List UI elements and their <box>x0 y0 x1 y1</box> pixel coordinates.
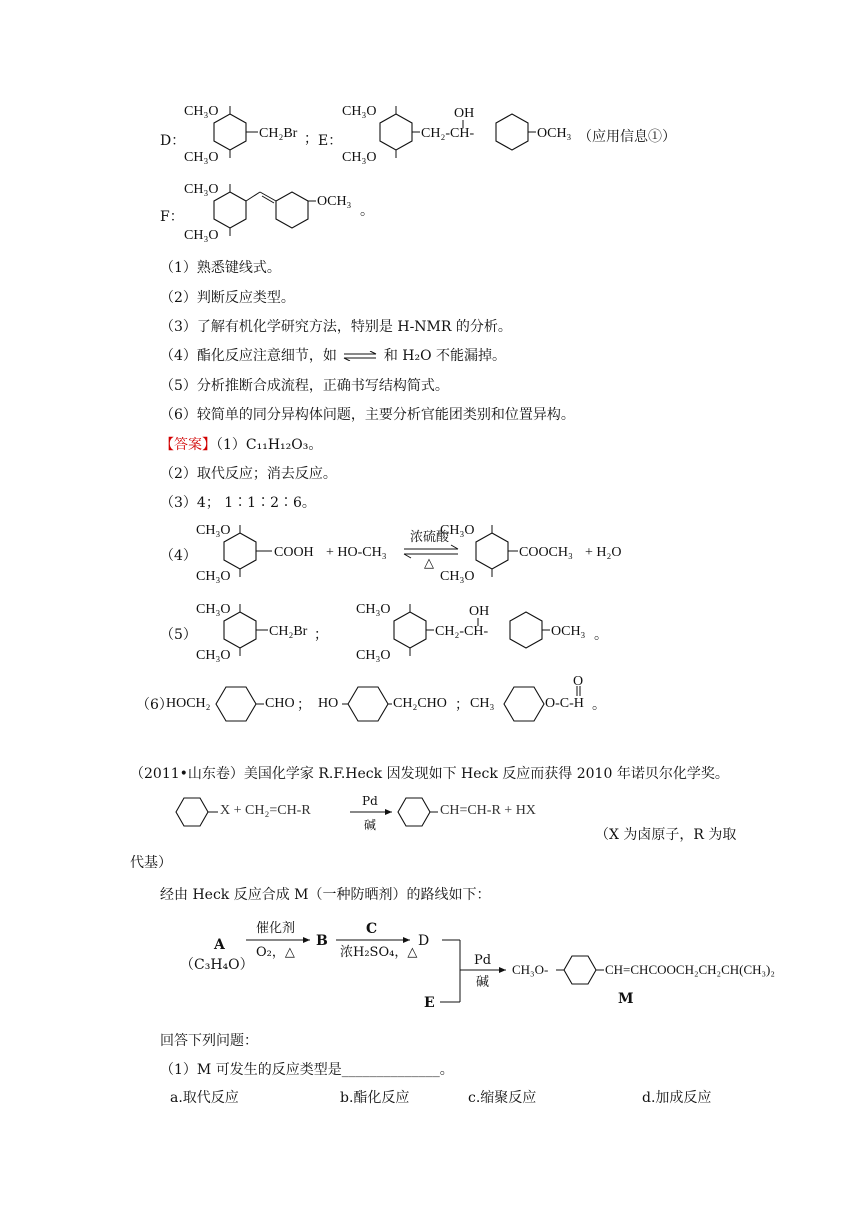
e-oh: OH <box>454 106 475 121</box>
point-2: （2）判断反应类型。 <box>160 290 295 306</box>
a5-ch2br: CH₂Br <box>269 624 308 639</box>
option-d: d.加成反应 <box>642 1090 712 1106</box>
benzene-ring-a4-2 <box>476 533 508 569</box>
heck-note-1: （X 为卤原子，R 为取 <box>595 827 737 843</box>
answer-prompt: 回答下列问题： <box>160 1033 258 1049</box>
question-intro: （2011•山东卷）美国化学家 R.F.Heck 因发现如下 Heck 反应而获得 2010 年诺贝尔化学奖。 <box>130 766 729 782</box>
a5-separator: ； <box>314 627 328 643</box>
a6-ch2cho: CH₂CHO <box>393 696 447 711</box>
answer-line-1 <box>160 436 322 454</box>
structure-f-row <box>0 178 860 248</box>
a4-cooch3: COOCH₃ <box>519 545 573 560</box>
answer-1: （1）C₁₁H₁₂O₃。 <box>216 437 323 453</box>
d-bottom-ch3o: CH₃O <box>184 150 219 165</box>
answer-4-row <box>0 519 860 589</box>
a6-ho: HO <box>318 696 339 711</box>
route-c-bottom: 浓H₂SO₄，△ <box>340 945 418 960</box>
e-och3: OCH₃ <box>537 126 572 141</box>
benzene-ring-d <box>214 114 246 150</box>
route-intro: 经由 Heck 反应合成 M（一种防晒剂）的路线如下： <box>160 887 491 903</box>
reversible-arrow-icon <box>343 351 377 361</box>
a4-right-bottom-ch3o: CH₃O <box>440 569 475 584</box>
benzene-ring-f1 <box>214 192 246 228</box>
e-ch2-ch: CH₂-CH- <box>421 126 475 141</box>
e-note: （应用信息①） <box>578 129 676 145</box>
route-m-chain: CH=CHCOOCH₂CH₂CH(CH₃)₂ <box>605 962 775 977</box>
point-4-text: （4）酯化反应注意细节，如 <box>160 348 337 364</box>
answer-3: （3）4； 1∶1∶2∶6。 <box>160 495 316 511</box>
e-bottom-ch3o: CH₃O <box>342 150 377 165</box>
a6-ester-tail: O-C-H <box>545 696 584 711</box>
heck-pd: Pd <box>362 794 378 808</box>
benzene-ring-e2 <box>496 114 528 150</box>
benzene-ring-a5-2 <box>394 612 426 648</box>
point-3: （3）了解有机化学研究方法，特别是 H-NMR 的分析。 <box>160 319 512 335</box>
a4-cooh: COOH <box>274 545 314 560</box>
benzene-ring-a6-2 <box>348 687 388 721</box>
route-pd: Pd <box>474 953 492 968</box>
option-a: a.取代反应 <box>170 1090 239 1106</box>
a5-ch2-ch: CH₂-CH- <box>435 624 489 639</box>
option-b: b.酯化反应 <box>340 1090 410 1106</box>
structure-d-e-row <box>0 100 860 170</box>
a6-ester-dbl-o: O <box>573 674 584 689</box>
a6-period: 。 <box>592 697 606 713</box>
a6-separator-1: ； <box>297 697 311 713</box>
f-period: 。 <box>360 203 374 219</box>
question-1: （1）M 可发生的反应类型是______________。 <box>160 1062 454 1078</box>
benzene-ring-e1 <box>380 114 412 150</box>
route-base: 碱 <box>476 975 490 990</box>
benzene-ring-heck-1 <box>176 798 208 826</box>
answer-6-label: （6） <box>136 697 173 713</box>
answer-2: （2）取代反应；消去反应。 <box>160 466 337 482</box>
label-f: F： <box>160 209 184 225</box>
point-6: （6）较简单的同分异构体问题，主要分析官能团类别和位置异构。 <box>160 407 575 423</box>
route-m-label: M <box>618 991 634 1007</box>
answer-tag: 【答案】 <box>160 437 216 453</box>
benzene-ring-a5-3 <box>510 612 542 648</box>
route-b-label: B <box>316 933 328 949</box>
answer-6-row <box>0 674 860 724</box>
answer-5-drawing <box>0 598 860 668</box>
a4-top-ch3o: CH₃O <box>196 523 231 538</box>
point-1: （1）熟悉键线式。 <box>160 260 281 276</box>
label-d: D： <box>160 133 186 149</box>
label-e: E： <box>318 133 343 149</box>
heck-reactant: X + CH₂=CH-R <box>220 803 311 818</box>
a4-plus-hoch3: + HO-CH₃ <box>326 545 387 560</box>
a6-ch3: CH₃ <box>470 696 495 711</box>
benzene-ring-f2 <box>276 192 308 228</box>
a6-separator-2: ； <box>455 697 469 713</box>
benzene-ring-a6-1 <box>216 687 256 721</box>
f-top-ch3o: CH₃O <box>184 182 219 197</box>
heck-product: CH=CH-R + HX <box>440 803 536 818</box>
a5-bottom-ch3o: CH₃O <box>196 648 231 663</box>
synthesis-route <box>160 916 800 1016</box>
a4-bottom-ch3o: CH₃O <box>196 569 231 584</box>
heck-base: 碱 <box>364 818 377 832</box>
a4-condition-bottom: △ <box>424 556 434 571</box>
benzene-ring-m <box>564 956 596 984</box>
d-separator: ； <box>304 131 318 147</box>
benzene-ring-a6-3 <box>504 687 544 721</box>
a4-plus-h2o: + H₂O <box>585 545 622 560</box>
d-ch2br: CH₂Br <box>259 126 298 141</box>
a5-e-top-ch3o: CH₃O <box>356 602 391 617</box>
a5-och3: OCH₃ <box>551 624 586 639</box>
a5-oh: OH <box>469 604 490 619</box>
route-ch3o: CH₃O- <box>512 962 549 977</box>
benzene-ring-heck-2 <box>398 798 430 826</box>
e-top-ch3o: CH₃O <box>342 104 377 119</box>
route-cat-top: 催化剂 <box>256 921 296 936</box>
a5-top-ch3o: CH₃O <box>196 602 231 617</box>
route-c-label: C <box>366 921 378 937</box>
answer-5-row <box>0 598 860 668</box>
point-5: （5）分析推断合成流程，正确书写结构简式。 <box>160 378 449 394</box>
f-och3: OCH₃ <box>317 194 352 209</box>
d-top-ch3o: CH₃O <box>184 104 219 119</box>
point-4-tail: 和 H₂O 不能漏掉。 <box>383 348 507 364</box>
answer-4-label: （4） <box>160 548 197 564</box>
a4-right-top-ch3o: CH₃O <box>440 523 475 538</box>
a4-condition-top: 浓硫酸 <box>410 530 450 545</box>
option-c: c.缩聚反应 <box>468 1090 537 1106</box>
heck-reaction <box>160 790 600 834</box>
a5-period: 。 <box>594 627 608 643</box>
answer-5-label: （5） <box>160 627 197 643</box>
route-a-label: A <box>214 937 225 953</box>
f-bottom-ch3o: CH₃O <box>184 228 219 243</box>
a5-e-bottom-ch3o: CH₃O <box>356 648 391 663</box>
route-a-formula: （C₃H₄O） <box>180 957 254 973</box>
heck-note-2: 代基） <box>130 855 172 871</box>
point-4 <box>160 347 506 365</box>
a6-hoch2: HOCH₂ <box>166 696 211 711</box>
structure-f-drawing <box>0 178 860 248</box>
route-d-label: D <box>418 933 430 949</box>
a6-cho-1: CHO <box>265 696 295 711</box>
route-e-label: E <box>424 995 435 1011</box>
route-cat-bottom: O₂，△ <box>256 945 295 960</box>
